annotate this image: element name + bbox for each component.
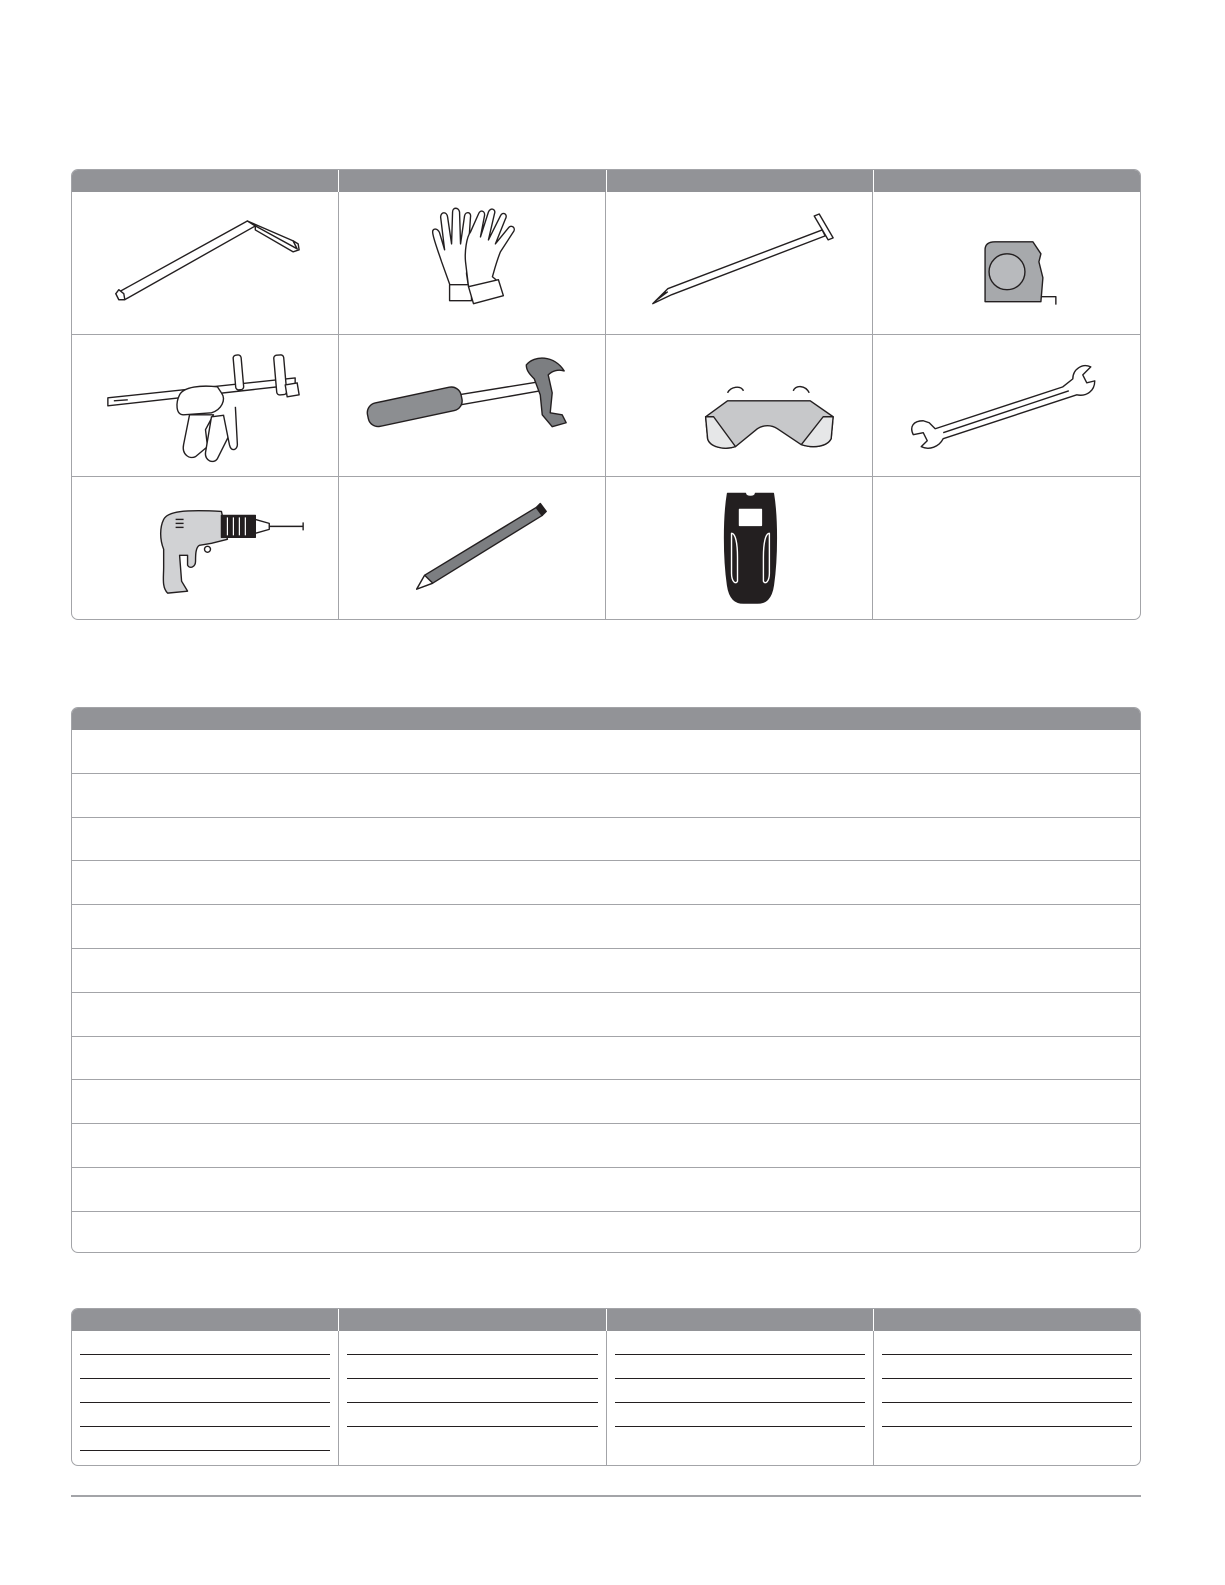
write-column [72, 1331, 339, 1465]
ruled-row[interactable] [72, 949, 1140, 993]
tool-cell [606, 477, 873, 620]
stud-finder-icon [606, 477, 872, 620]
tool-cell [606, 192, 873, 335]
write-line[interactable] [882, 1403, 1132, 1427]
tool-cell [873, 192, 1140, 335]
tool-cell [72, 477, 339, 620]
tool-cell [339, 477, 606, 620]
tools-grid [72, 192, 1140, 620]
write-line[interactable] [615, 1403, 865, 1427]
write-line[interactable] [882, 1355, 1132, 1379]
write-column [874, 1331, 1140, 1465]
columns-body [72, 1331, 1140, 1465]
write-line[interactable] [347, 1403, 597, 1427]
ruled-row[interactable] [72, 1168, 1140, 1212]
write-line[interactable] [347, 1379, 597, 1403]
write-line[interactable] [347, 1355, 597, 1379]
write-line[interactable] [80, 1379, 330, 1403]
ruled-row[interactable] [72, 993, 1140, 1037]
tools-panel-header [72, 170, 1140, 192]
write-line[interactable] [80, 1403, 330, 1427]
tool-cell [339, 192, 606, 335]
ruled-row[interactable] [72, 1124, 1140, 1168]
work-gloves-icon [339, 192, 605, 334]
tool-cell [72, 335, 339, 478]
columns-panel [71, 1308, 1141, 1466]
lines-body [72, 730, 1140, 1253]
ruled-row[interactable] [72, 1212, 1140, 1253]
column-header-cell [874, 1309, 1140, 1331]
write-line[interactable] [80, 1355, 330, 1379]
hammer-icon [339, 335, 605, 477]
ruled-row[interactable] [72, 730, 1140, 774]
tool-cell [873, 335, 1140, 478]
lines-panel-header [72, 708, 1140, 730]
ruled-row[interactable] [72, 1080, 1140, 1124]
hex-key-icon [72, 192, 338, 334]
bar-clamp-icon [72, 335, 338, 477]
write-line[interactable] [882, 1379, 1132, 1403]
tools-header-cell [339, 170, 606, 192]
ruled-row[interactable] [72, 1037, 1140, 1081]
nail-icon [606, 192, 872, 334]
ruled-row[interactable] [72, 818, 1140, 862]
tools-panel [71, 169, 1141, 620]
tools-header-cell [607, 170, 874, 192]
tools-header-cell [72, 170, 339, 192]
wrench-icon [873, 335, 1140, 477]
power-drill-icon [72, 477, 338, 620]
tool-cell [606, 335, 873, 478]
ruled-row[interactable] [72, 861, 1140, 905]
columns-panel-header [72, 1309, 1140, 1331]
tape-measure-icon [873, 192, 1140, 334]
column-header-cell [339, 1309, 606, 1331]
ruled-row[interactable] [72, 905, 1140, 949]
column-header-cell [72, 1309, 339, 1331]
safety-glasses-icon [606, 335, 872, 477]
write-line[interactable] [615, 1379, 865, 1403]
write-line[interactable] [80, 1427, 330, 1451]
tools-header-cell [874, 170, 1140, 192]
ruled-row[interactable] [72, 774, 1140, 818]
pencil-icon [339, 477, 605, 620]
tool-cell [72, 192, 339, 335]
lines-header-cell [72, 708, 1140, 730]
write-column [607, 1331, 874, 1465]
lines-panel [71, 707, 1141, 1253]
footer-rule [71, 1495, 1141, 1497]
tool-cell-empty [873, 477, 1140, 620]
write-column [339, 1331, 606, 1465]
tool-cell [339, 335, 606, 478]
column-header-cell [607, 1309, 874, 1331]
write-line[interactable] [615, 1355, 865, 1379]
